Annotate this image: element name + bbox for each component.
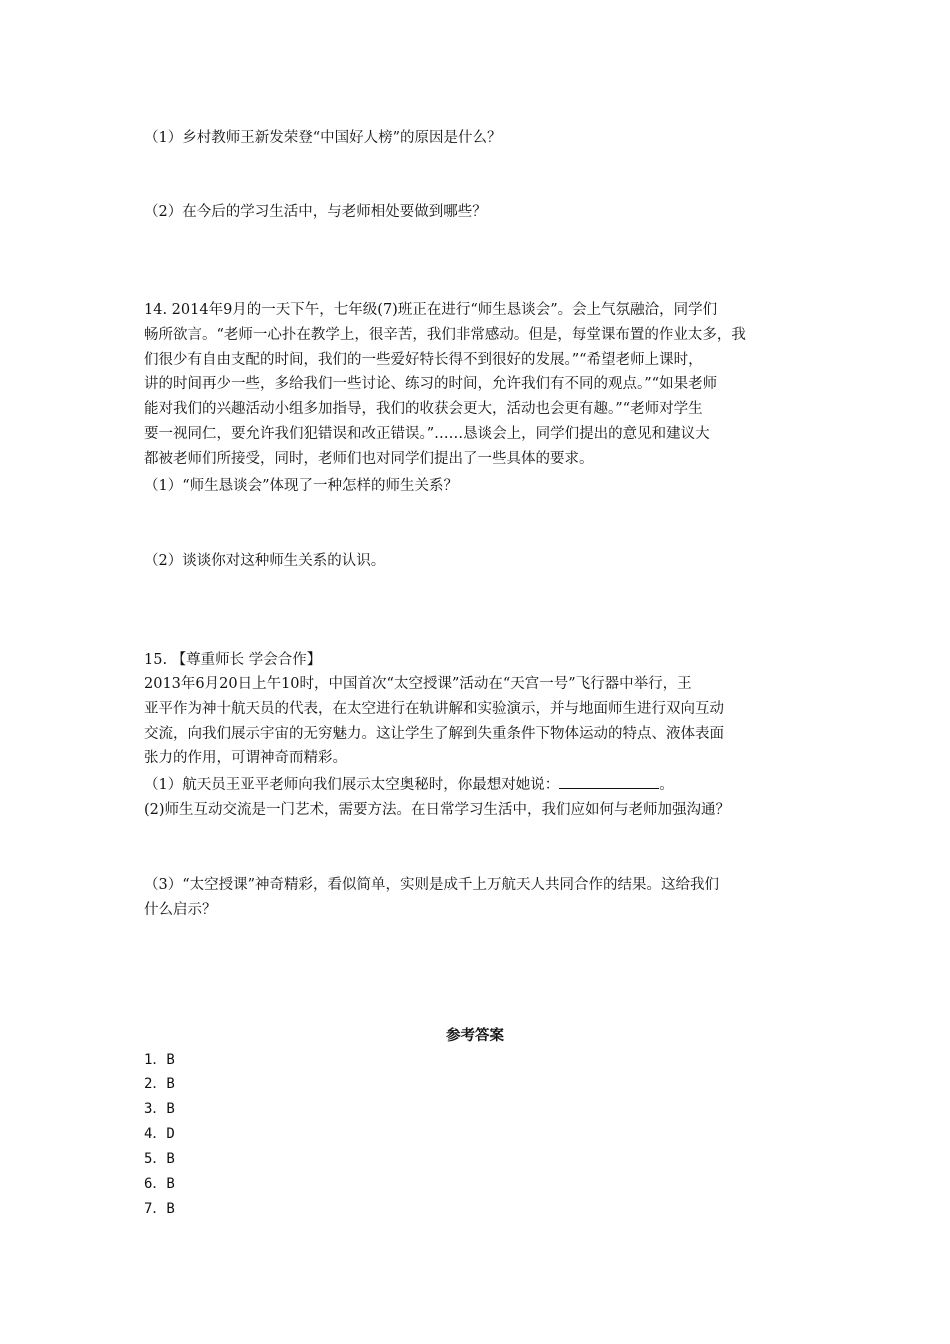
q14-stem	[144, 298, 809, 472]
q15-stem	[144, 672, 809, 771]
q14-line: 都被老师们所接受，同时，老师们也对同学们提出了一些具体的要求。	[144, 450, 594, 467]
q15-line: 交流，向我们展示宇宙的无穷魅力。这让学生了解到失重条件下物体运动的特点、液体表面	[144, 725, 724, 742]
answer-item: 1．B	[144, 1052, 175, 1068]
q14-line: 能对我们的兴趣活动小组多加指导，我们的收获会更大，活动也会更有趣。”“老师对学生	[144, 401, 703, 418]
answer-item: 4．D	[144, 1126, 175, 1142]
q15-sub3-line: （3）“太空授课”神奇精彩，看似简单，实则是成千上万航天人共同合作的结果。这给我们	[144, 877, 720, 893]
q14-line: 讲的时间再少一些，多给我们一些讨论、练习的时间，允许我们有不同的观点。”“如果老师	[144, 376, 718, 393]
answers-title: 参考答案	[446, 1028, 504, 1044]
q13-sub1: （1）乡村教师王新发荣登“中国好人榜”的原因是什么？	[144, 130, 502, 146]
q15-line: 2013年6月20日上午10时，中国首次“太空授课”活动在“天宫一号”飞行器中举行，王	[144, 676, 692, 692]
q15-sub3	[144, 873, 809, 923]
q15-sub1-suffix: 。	[659, 777, 674, 793]
q14-line: 畅所欲言。“老师一心扑在教学上，很辛苦，我们非常感动。但是，每堂课布置的作业太多，我	[144, 326, 746, 343]
q15-sub1	[144, 774, 674, 795]
answer-item: 7．B	[144, 1201, 175, 1217]
q14-line: 们很少有自由支配的时间，我们的一些爱好特长得不到很好的发展。”“希望老师上课时，	[144, 351, 703, 368]
answer-item: 6．B	[144, 1176, 175, 1192]
q15-sub2: (2)师生互动交流是一门艺术，需要方法。在日常学习生活中，我们应如何与老师加强沟通？	[144, 802, 731, 818]
answer-item: 2．B	[144, 1076, 175, 1092]
q14-line: 要一视同仁，要允许我们犯错误和改正错误。”……恳谈会上，同学们提出的意见和建议大	[144, 425, 710, 442]
q13-sub2: （2）在今后的学习生活中，与老师相处要做到哪些？	[144, 204, 487, 220]
answer-blank[interactable]	[559, 774, 659, 789]
answer-item: 3．B	[144, 1101, 175, 1117]
q15-line: 亚平作为神十航天员的代表，在太空进行在轨讲解和实验演示，并与地面师生进行双向互动	[144, 700, 724, 717]
q14-line: 14. 2014年9月的一天下午，七年级(7)班正在进行“师生恳谈会”。会上气氛融洽，同学们	[144, 302, 718, 318]
q15-line: 张力的作用，可谓神奇而精彩。	[144, 750, 347, 767]
q15-heading: 15. 【尊重师长 学会合作】	[144, 652, 322, 668]
q15-sub3-line: 什么启示？	[144, 901, 217, 918]
q14-sub1: （1）“师生恳谈会”体现了一种怎样的师生关系？	[144, 478, 459, 494]
q14-sub2: （2）谈谈你对这种师生关系的认识。	[144, 553, 386, 569]
answer-item: 5．B	[144, 1151, 175, 1167]
q15-sub1-prefix: （1）航天员王亚平老师向我们展示太空奥秘时，你最想对她说：	[144, 777, 560, 793]
